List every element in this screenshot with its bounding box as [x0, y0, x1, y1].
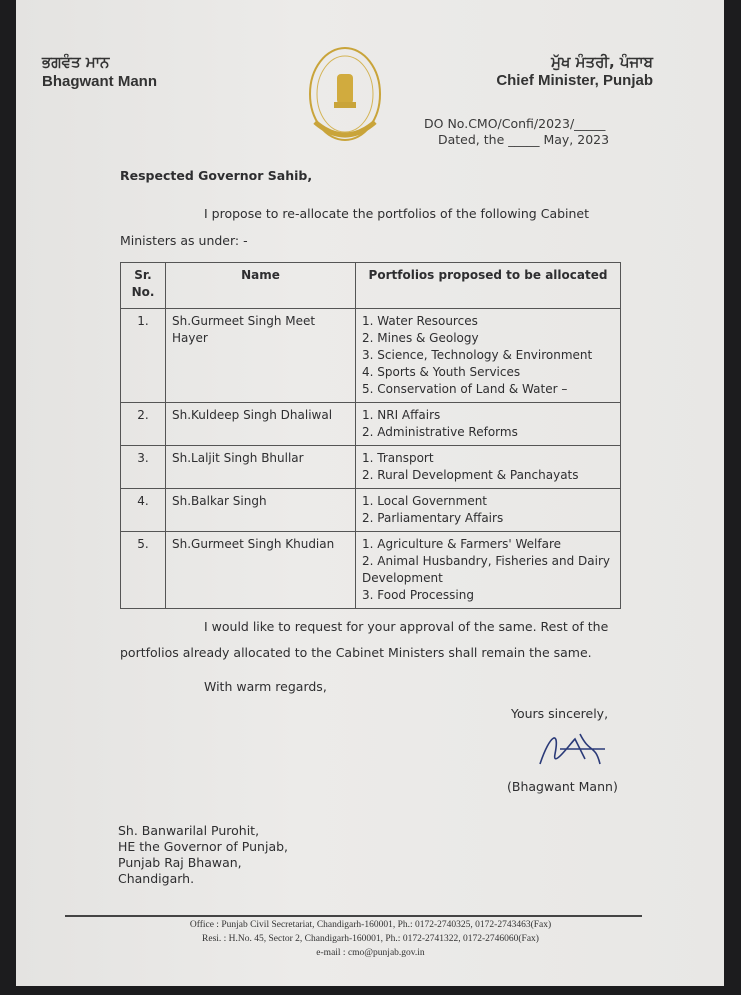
name-english: Bhagwant Mann	[42, 73, 157, 90]
portfolios-cell	[356, 446, 621, 489]
salutation: Respected Governor Sahib,	[120, 168, 313, 183]
table-row	[121, 532, 621, 609]
closing-line-2: portfolios already allocated to the Cabinet Ministers shall remain the same.	[120, 645, 592, 660]
portfolio-item: 2. Rural Development & Panchayats	[362, 468, 579, 482]
header-sr: Sr. No.	[121, 263, 166, 309]
addressee-line: Sh. Banwarilal Purohit,	[118, 823, 260, 838]
sr-cell: 5.	[121, 532, 166, 609]
addressee-block	[118, 823, 288, 887]
portfolio-item: 1. NRI Affairs	[362, 408, 441, 422]
footer-divider	[65, 915, 642, 917]
intro-line-1: I propose to re-allocate the portfolios of the following Cabinet	[204, 206, 590, 221]
table-row	[121, 489, 621, 532]
closing-line-1: I would like to request for your approval of the same. Rest of the	[204, 619, 609, 634]
portfolio-item: 5. Conservation of Land & Water –	[362, 382, 568, 396]
table-row	[121, 309, 621, 403]
footer-residence: Resi. : H.No. 45, Sector 2, Chandigarh-160001, Ph.: 0172-2741322, 0172-2746060(Fax)	[202, 934, 539, 944]
portfolio-item: 3. Science, Technology & Environment	[362, 348, 593, 362]
sr-cell: 3.	[121, 446, 166, 489]
table-header-row	[121, 263, 621, 309]
sr-cell: 1.	[121, 309, 166, 403]
title-english: Chief Minister, Punjab	[496, 72, 653, 89]
portfolios-cell	[356, 489, 621, 532]
portfolio-item: 4. Sports & Youth Services	[362, 365, 521, 379]
portfolio-item: 2. Administrative Reforms	[362, 425, 518, 439]
header-portfolios: Portfolios proposed to be allocated	[356, 263, 621, 309]
addressee-line: HE the Governor of Punjab,	[118, 839, 289, 854]
date-line: Dated, the _____ May, 2023	[438, 132, 610, 147]
addressee-line: Punjab Raj Bhawan,	[118, 855, 242, 870]
footer-office: Office : Punjab Civil Secretariat, Chandigarh-160001, Ph.: 0172-2740325, 0172-2743463(Fax)	[189, 920, 552, 930]
signatory-name: (Bhagwant Mann)	[507, 779, 618, 794]
name-cell: Sh.Gurmeet Singh Khudian	[166, 532, 356, 609]
portfolios-cell	[356, 532, 621, 609]
portfolio-item: 2. Parliamentary Affairs	[362, 511, 504, 525]
name-cell: Sh.Gurmeet Singh Meet Hayer	[166, 309, 356, 403]
portfolio-item: 1. Water Resources	[362, 314, 478, 328]
portfolios-cell	[356, 403, 621, 446]
name-cell: Sh.Laljit Singh Bhullar	[166, 446, 356, 489]
portfolio-item: 1. Transport	[362, 451, 434, 465]
header-name: Name	[166, 263, 356, 309]
name-cell: Sh.Kuldeep Singh Dhaliwal	[166, 403, 356, 446]
regards: With warm regards,	[204, 679, 327, 694]
emblem-seal	[305, 44, 385, 150]
portfolio-item: 3. Food Processing	[362, 588, 474, 602]
portfolio-item: 2. Mines & Geology	[362, 331, 479, 345]
sr-cell: 4.	[121, 489, 166, 532]
title-punjabi: ਮੁੱਖ ਮੰਤਰੀ, ਪੰਜਾਬ	[551, 53, 653, 71]
yours-sincerely: Yours sincerely,	[511, 706, 609, 721]
portfolio-item: 2. Animal Husbandry, Fisheries and Dairy Development	[362, 554, 611, 585]
portfolio-table	[120, 262, 621, 609]
name-cell: Sh.Balkar Singh	[166, 489, 356, 532]
portfolios-cell	[356, 309, 621, 403]
footer-email: e-mail : cmo@punjab.gov.in	[316, 948, 425, 958]
signature	[530, 724, 610, 774]
table-row	[121, 403, 621, 446]
portfolio-item: 1. Agriculture & Farmers' Welfare	[362, 537, 562, 551]
table-row	[121, 446, 621, 489]
addressee-line: Chandigarh.	[118, 871, 195, 886]
name-punjabi: ਭਗਵੰਤ ਮਾਨ	[42, 53, 110, 71]
sr-cell: 2.	[121, 403, 166, 446]
do-number: DO No.CMO/Confi/2023/_____	[424, 116, 606, 131]
portfolio-item: 1. Local Government	[362, 494, 488, 508]
intro-line-2: Ministers as under: -	[120, 233, 248, 248]
